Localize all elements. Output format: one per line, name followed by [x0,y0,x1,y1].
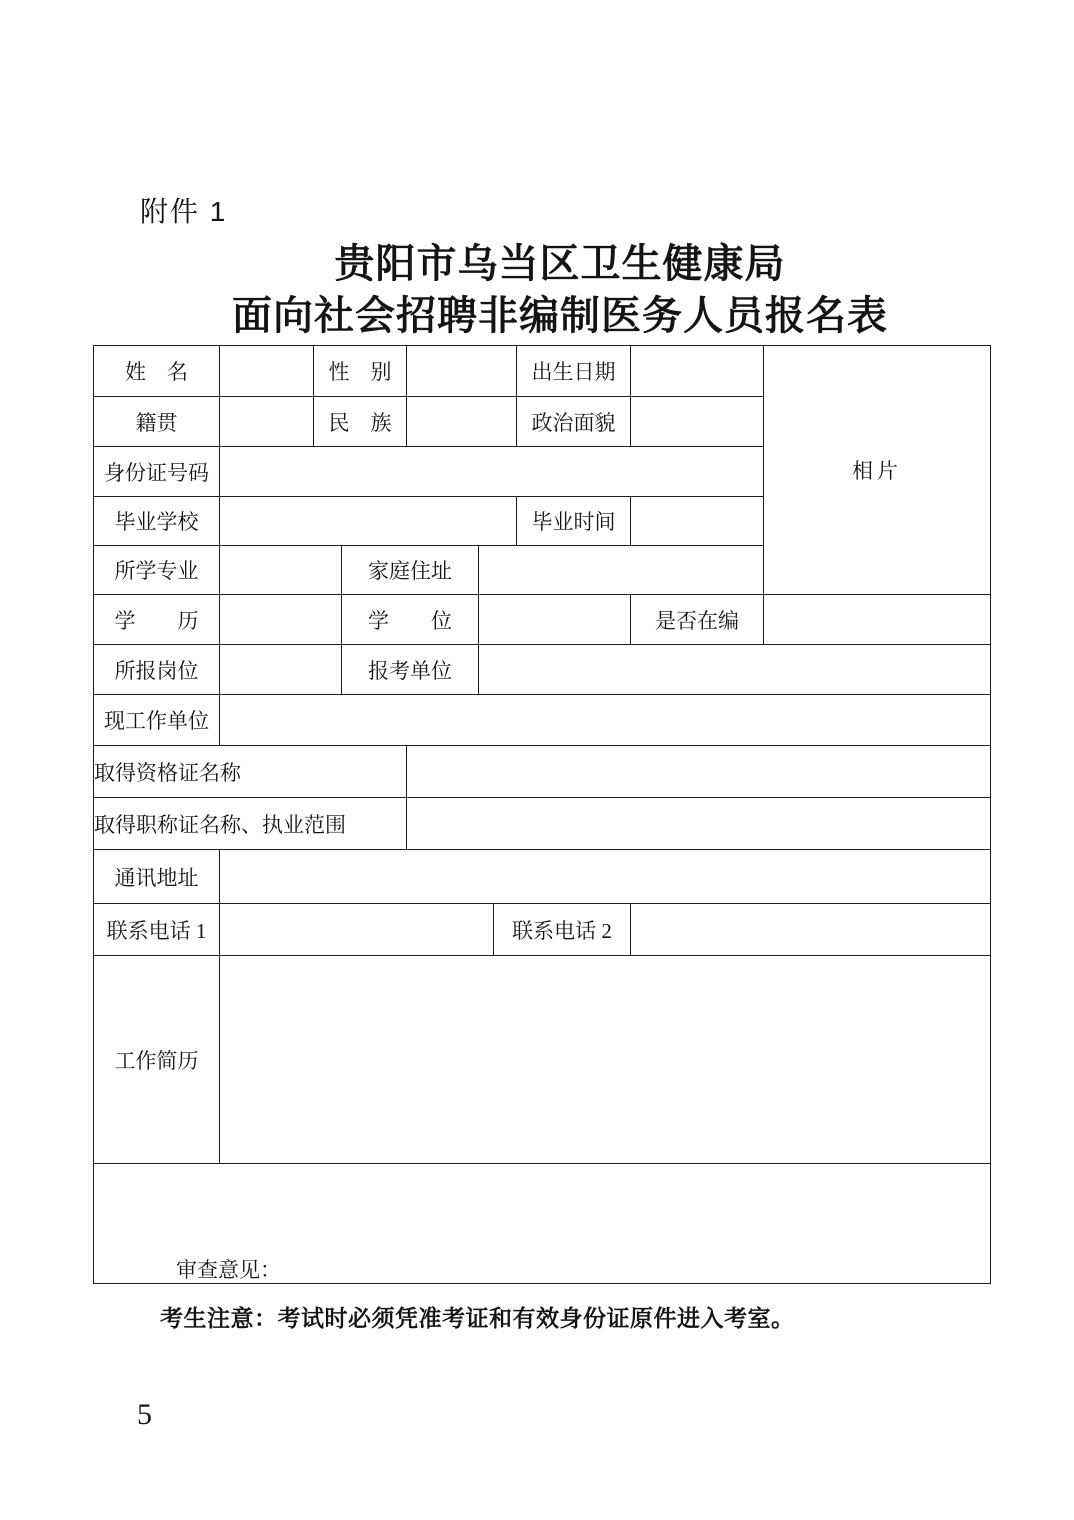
staffed-status-value-cell [764,595,991,645]
name-value-cell [220,346,314,397]
graduation-time-label: 毕业时间 [517,497,631,546]
table-row [94,746,991,798]
education-label: 学 历 [94,595,220,645]
table-row [94,695,991,746]
page-number: 5 [137,1398,152,1431]
ethnicity-value-cell [407,397,517,447]
id-number-label: 身份证号码 [94,447,220,497]
phone1-value-cell [220,904,494,956]
review-section-cell [94,1164,991,1284]
phone1-label: 联系电话 1 [94,904,220,956]
id-number-value-cell [220,447,764,497]
table-row [94,346,991,397]
political-status-value-cell [631,397,764,447]
mailing-address-label: 通讯地址 [94,850,220,904]
home-address-label: 家庭住址 [342,546,479,595]
applying-unit-label: 报考单位 [342,645,479,695]
major-label: 所学专业 [94,546,220,595]
degree-value-cell [479,595,631,645]
work-resume-label: 工作简历 [94,956,220,1164]
work-resume-value-cell [220,956,991,1164]
gender-value-cell [407,346,517,397]
table-row [94,904,991,956]
graduation-time-value-cell [631,497,764,546]
form-title-line2: 面向社会招聘非编制医务人员报名表 [232,293,888,338]
phone2-label: 联系电话 2 [494,904,631,956]
candidate-notice: 考生注意：考试时必须凭准考证和有效身份证原件进入考室。 [160,1305,795,1331]
phone2-value-cell [631,904,991,956]
native-place-value-cell [220,397,314,447]
table-row [94,595,991,645]
review-opinion-label: 审查意见： [176,1257,281,1282]
qualification-cert-value-cell [407,746,991,798]
graduate-school-label: 毕业学校 [94,497,220,546]
home-address-value-cell [479,546,764,595]
birth-date-label: 出生日期 [517,346,631,397]
graduate-school-value-cell [220,497,517,546]
name-label: 姓 名 [94,346,220,397]
table-row [94,1164,991,1284]
application-form-table [93,345,991,1284]
gender-label: 性 别 [314,346,407,397]
form-title [0,238,1074,342]
current-employer-label: 现工作单位 [94,695,220,746]
political-status-label: 政治面貌 [517,397,631,447]
applying-unit-value-cell [479,645,991,695]
degree-label: 学 位 [342,595,479,645]
education-value-cell [220,595,342,645]
attachment-label: 附件 1 [140,196,228,227]
birth-date-value-cell [631,346,764,397]
table-row [94,956,991,1164]
table-row [94,645,991,695]
ethnicity-label: 民 族 [314,397,407,447]
title-cert-value-cell [407,798,991,850]
applied-position-label: 所报岗位 [94,645,220,695]
photo-placeholder-cell: 相片 [764,346,991,595]
form-title-line1: 贵阳市乌当区卫生健康局 [334,241,786,286]
title-cert-label: 取得职称证名称、执业范围 [94,798,407,850]
applied-position-value-cell [220,645,342,695]
current-employer-value-cell [220,695,991,746]
major-value-cell [220,546,342,595]
staffed-status-label: 是否在编 [631,595,764,645]
table-row [94,850,991,904]
qualification-cert-label: 取得资格证名称 [94,746,407,798]
mailing-address-value-cell [220,850,991,904]
table-row [94,798,991,850]
native-place-label: 籍贯 [94,397,220,447]
